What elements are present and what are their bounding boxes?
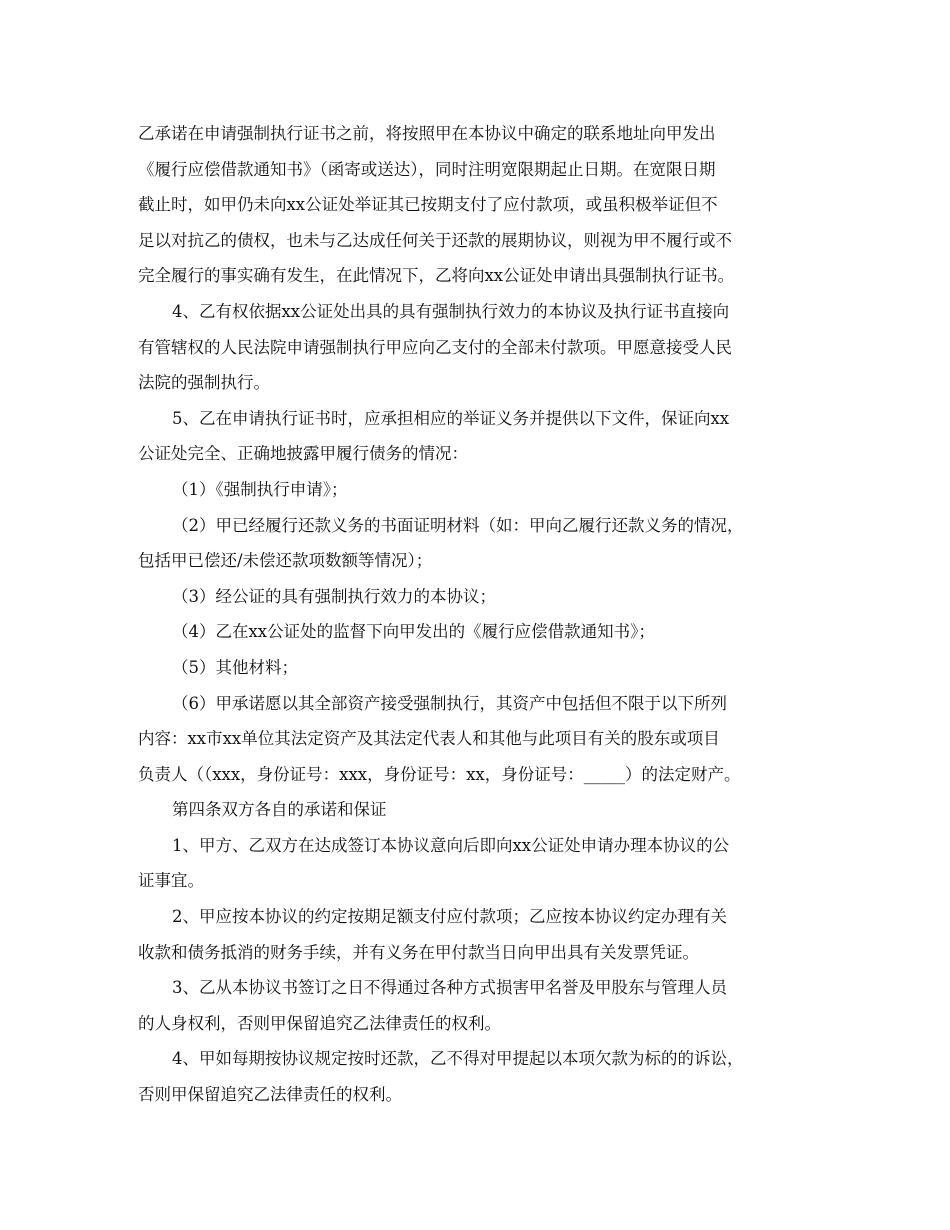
paragraph-line: 内容：xx市xx单位其法定资产及其法定代表人和其他与此项目有关的股东或项目 bbox=[138, 729, 720, 749]
document-paragraph bbox=[138, 792, 818, 828]
paragraph-line: 4、乙有权依据xx公证处出具的具有强制执行效力的本协议及执行证书直接向 bbox=[172, 301, 730, 321]
document-paragraph bbox=[138, 686, 818, 793]
paragraph-line: （6）甲承诺愿以其全部资产接受强制执行，其资产中包括但不限于以下所列 bbox=[172, 693, 727, 713]
paragraph-line: 乙承诺在申请强制执行证书之前，将按照甲在本协议中确定的联系地址向甲发出 bbox=[138, 124, 716, 143]
document-paragraph bbox=[138, 472, 818, 508]
paragraph-line: 法院的强制执行。 bbox=[138, 373, 270, 393]
paragraph-line: 负责人（（xxx，身份证号：xxx，身份证号：xx，身份证号：_____）的法定财产。 bbox=[138, 764, 741, 784]
paragraph-line: 证事宜。 bbox=[138, 871, 204, 891]
paragraph-line: 1、甲方、乙双方在达成签订本协议意向后即向xx公证处申请办理本协议的公 bbox=[172, 835, 730, 855]
paragraph-line: （1）《强制执行申请》； bbox=[172, 479, 348, 499]
document-paragraph bbox=[138, 294, 818, 401]
document-body bbox=[138, 116, 818, 1113]
paragraph-line: 第四条双方各自的承诺和保证 bbox=[172, 800, 387, 820]
document-paragraph bbox=[138, 116, 818, 294]
paragraph-line: 的人身权利，否则甲保留追究乙法律责任的权利。 bbox=[138, 1013, 501, 1033]
document-paragraph bbox=[138, 650, 818, 686]
document-paragraph bbox=[138, 828, 818, 899]
document-paragraph bbox=[138, 970, 818, 1041]
paragraph-line: （4）乙在xx公证处的监督下向甲发出的《履行应偿借款通知书》； bbox=[172, 622, 655, 642]
document-paragraph bbox=[138, 899, 818, 970]
paragraph-line: 《履行应偿借款通知书》（函寄或送达），同时注明宽限期起止日期。在宽限日期 bbox=[138, 159, 716, 179]
paragraph-line: 包括甲已偿还/未偿还款项数额等情况）； bbox=[138, 551, 433, 571]
paragraph-line: 4、甲如每期按协议规定按时还款，乙不得对甲提起以本项欠款为标的的诉讼， bbox=[172, 1049, 744, 1069]
paragraph-line: 足以对抗乙的债权，也未与乙达成任何关于还款的展期协议，则视为甲不履行或不 bbox=[138, 230, 732, 250]
document-paragraph bbox=[138, 579, 818, 615]
document-paragraph bbox=[138, 401, 818, 472]
paragraph-line: 3、乙从本协议书签订之日不得通过各种方式损害甲名誉及甲股东与管理人员 bbox=[172, 978, 727, 998]
paragraph-line: 否则甲保留追究乙法律责任的权利。 bbox=[138, 1085, 402, 1105]
paragraph-line: 截止时，如甲仍未向xx公证处举证其已按期支付了应付款项，或虽积极举证但不 bbox=[138, 195, 718, 215]
document-paragraph bbox=[138, 614, 818, 650]
paragraph-line: 5、乙在申请执行证书时，应承担相应的举证义务并提供以下文件，保证向xx bbox=[172, 408, 730, 428]
paragraph-line: 收款和债务抵消的财务手续，并有义务在甲付款当日向甲出具有关发票凭证。 bbox=[138, 942, 699, 962]
paragraph-line: 完全履行的事实确有发生，在此情况下，乙将向xx公证处申请出具强制执行证书。 bbox=[138, 266, 735, 286]
paragraph-line: 公证处完全、正确地披露甲履行债务的情况： bbox=[138, 444, 468, 464]
paragraph-line: （5）其他材料； bbox=[172, 657, 298, 677]
paragraph-line: 2、甲应按本协议的约定按期足额支付应付款项；乙应按本协议约定办理有关 bbox=[172, 907, 727, 927]
paragraph-line: （3）经公证的具有强制执行效力的本协议； bbox=[172, 586, 496, 606]
document-paragraph bbox=[138, 1041, 818, 1112]
paragraph-line: （2）甲已经履行还款义务的书面证明材料（如：甲向乙履行还款义务的情况， bbox=[172, 515, 744, 535]
document-paragraph bbox=[138, 508, 818, 579]
paragraph-line: 有管辖权的人民法院申请强制执行甲应向乙支付的全部未付款项。甲愿意接受人民 bbox=[138, 337, 732, 357]
